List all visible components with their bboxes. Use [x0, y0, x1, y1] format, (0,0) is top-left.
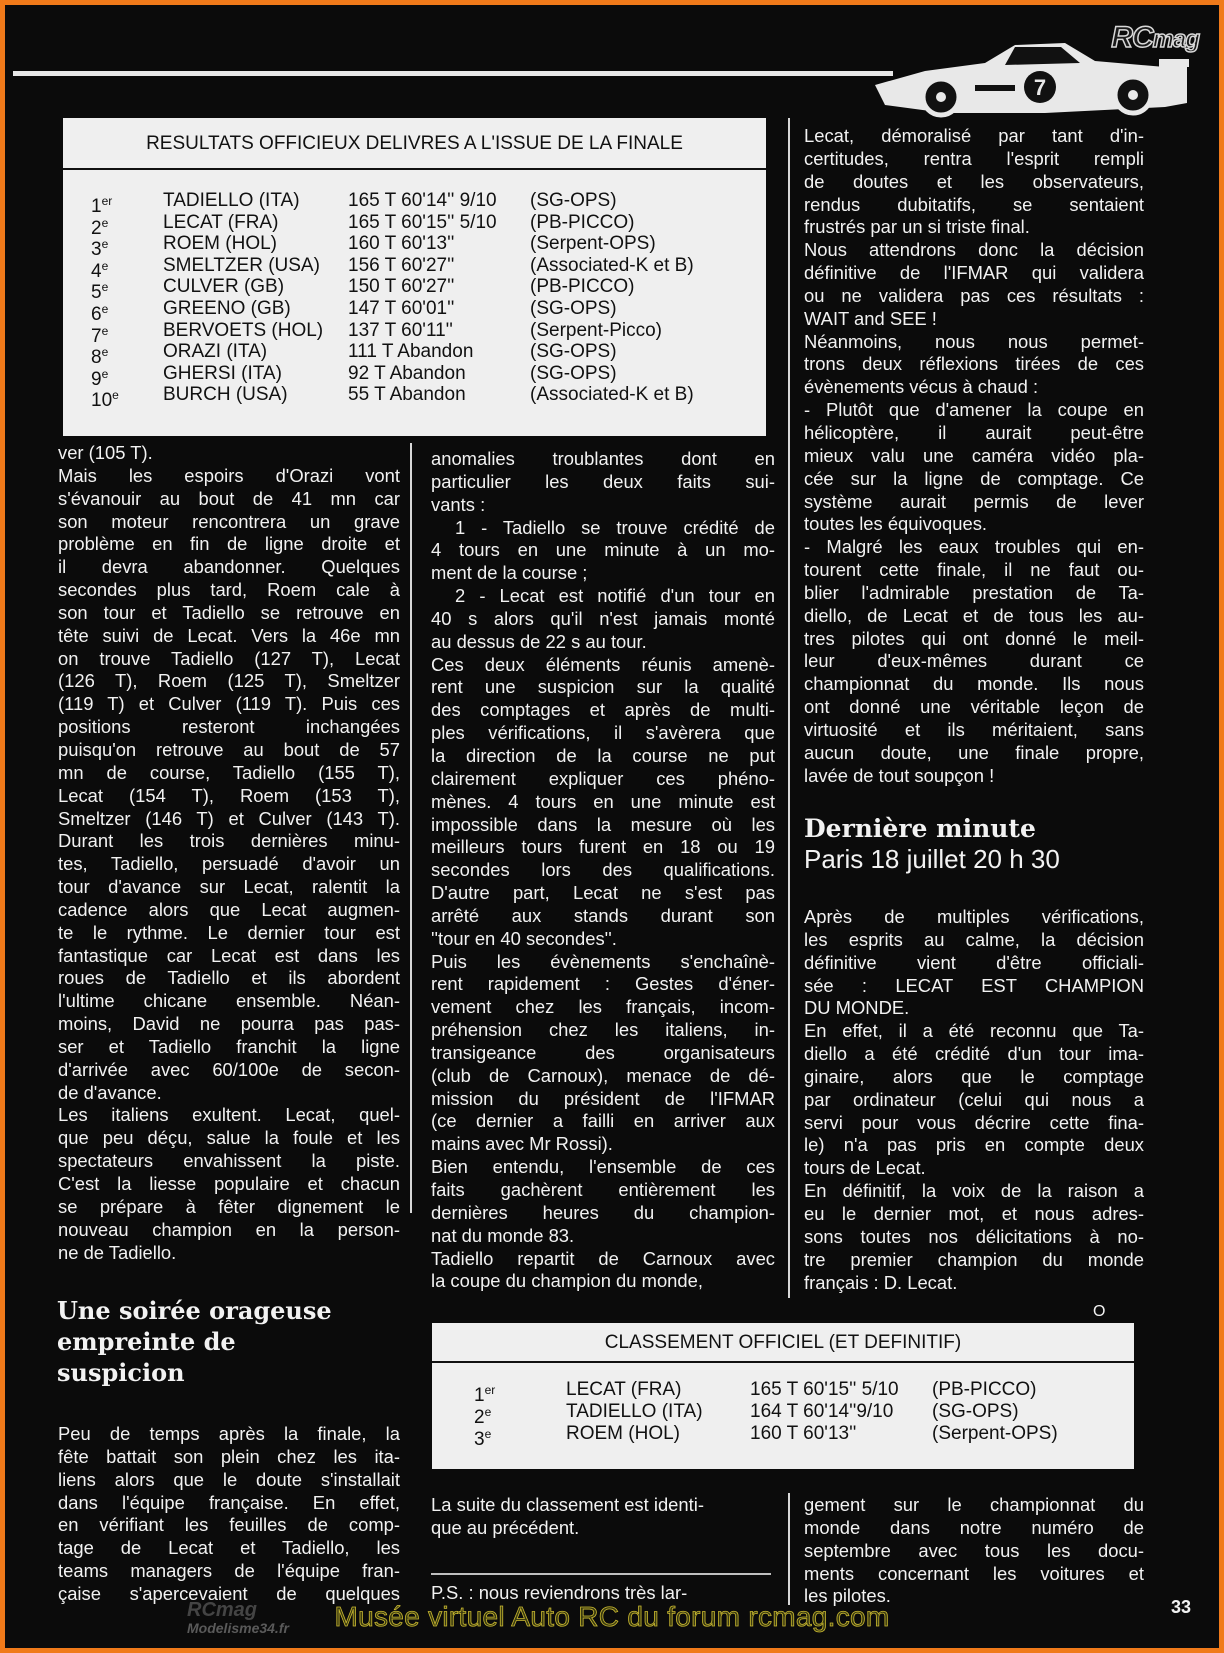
text-line: définitive vient d'être officiali- — [804, 951, 1144, 973]
text-line: des comptages et après de multi- — [431, 699, 775, 721]
header-rule — [13, 71, 893, 76]
text-line: leur d'eux-mêmes durant ce — [804, 650, 1144, 672]
text-line: gement sur le championnat du — [804, 1494, 1144, 1515]
text-line: secondes plus tard, Roem cale à — [58, 579, 400, 601]
name-cell: BURCH (USA) — [163, 384, 288, 406]
result-cell: 165 T 60'15'' 5/10 — [348, 211, 497, 233]
text-line: ment de la course ; — [431, 562, 588, 584]
classement-note: La suite du classement est identi- que au précédent. — [431, 1494, 704, 1538]
text-line: mènes. 4 tours en une minute est — [431, 790, 775, 812]
result-cell: 150 T 60'27'' — [348, 276, 455, 298]
text-line: En définitif, la voix de la raison a — [804, 1180, 1144, 1202]
team-cell: (Associated-K et B) — [530, 254, 694, 276]
text-line: évènements vécus à chaud : — [804, 376, 1039, 398]
text-line: les esprits au calme, la décision — [804, 928, 1144, 950]
text-line: virtuosité et ils méritaient, sans — [804, 718, 1144, 740]
text-line: nat du monde 83. — [431, 1224, 575, 1246]
position-cell: 10e — [91, 388, 119, 412]
text-line: ver (105 T). — [58, 442, 153, 463]
text-line: se prépare à fêter dignement le — [58, 1195, 400, 1217]
team-cell: (Associated-K et B) — [530, 384, 694, 406]
text-line: tage de Lecat et Tadiello, les — [58, 1537, 400, 1559]
text-line: mn de course, Tadiello (155 T), — [58, 761, 400, 783]
text-line: définitive de l'IFMAR qui validera — [804, 262, 1144, 284]
text-line: de doutes et les observateurs, — [804, 170, 1144, 192]
text-line: s'évanouir au bout de 41 mn car — [58, 487, 400, 509]
name-cell: SMELTZER (USA) — [163, 254, 320, 276]
result-cell: 156 T 60'27'' — [348, 254, 455, 276]
text-line: ments concernant les voitures et — [804, 1562, 1144, 1584]
team-cell: (Serpent-Picco) — [530, 319, 662, 341]
text-line: puisqu'on retrouve au bout de 57 — [58, 738, 400, 760]
page-number: 33 — [1170, 1597, 1191, 1617]
text-line: son tour et Tadiello se retrouve en — [58, 601, 400, 623]
text-line: C'est la liesse populaire et chacun — [58, 1173, 400, 1194]
result-cell: 160 T 60'13'' — [750, 1423, 857, 1444]
position-cell: 2e — [91, 215, 109, 239]
text-line: 4 tours en une minute à un mo- — [431, 539, 775, 561]
text-line: fantastique car Lecat est dans les — [58, 944, 400, 966]
column-1 — [58, 442, 400, 1264]
result-cell: 92 T Abandon — [348, 362, 466, 384]
name-cell: CULVER (GB) — [163, 276, 285, 298]
text-line: tre premier champion du monde — [804, 1248, 1144, 1270]
text-line: on trouve Tadiello (127 T), Lecat — [58, 647, 400, 669]
table-title: CLASSEMENT OFFICIEL (ET DEFINITIF) — [432, 1323, 1134, 1363]
text-line: tours de Lecat. — [804, 1157, 926, 1179]
section-heading: Une soirée orageuse empreinte de suspicion — [57, 1296, 332, 1387]
text-line: hélicoptère, il aurait peut-être — [804, 421, 1144, 443]
text-line: ser et Tadiello franchit la ligne — [58, 1035, 400, 1057]
result-cell: 55 T Abandon — [348, 384, 466, 406]
text-line: 40 s alors qu'il n'est jamais monté — [431, 607, 775, 629]
text-line: système aurait permis de lever — [804, 490, 1144, 512]
text-line: Puis les évènements s'enchaînè- — [431, 950, 775, 972]
text-line: anomalies troublantes dont en — [431, 448, 775, 469]
text-line: Lecat (154 T), Roem (153 T), — [58, 784, 400, 806]
text-line: mieux valu une caméra vidéo pla- — [804, 444, 1144, 466]
text-line: cée sur la ligne de comptage. Ce — [804, 467, 1144, 489]
text-line: la coupe du champion du monde, — [431, 1270, 703, 1292]
team-cell: (PB-PICCO) — [932, 1379, 1037, 1400]
column-2 — [431, 448, 775, 1293]
text-line: rendus dubitatifs, se sentaient — [804, 193, 1144, 215]
text-line: teams managers de l'équipe fran- — [58, 1560, 400, 1582]
text-line: te le rythme. Le dernier tour est — [58, 921, 400, 943]
name-cell: ROEM (HOL) — [566, 1423, 680, 1444]
text-line: sée : LECAT EST CHAMPION — [804, 974, 1144, 996]
text-line: l'ultime chicane ensemble. Néan- — [58, 990, 400, 1012]
text-line: D'autre part, Lecat ne s'est pas — [431, 882, 775, 904]
text-line: toutes les équivoques. — [804, 513, 988, 535]
end-mark: O — [1093, 1303, 1106, 1320]
position-cell: 4e — [91, 258, 109, 282]
text-line: septembre avec tous les docu- — [804, 1539, 1144, 1561]
text-line: Peu de temps après la finale, la — [58, 1423, 400, 1444]
text-line: roues de Tadiello et ils abordent — [58, 967, 400, 989]
position-cell: 8e — [91, 345, 109, 369]
position-cell: 7e — [91, 323, 109, 347]
text-line: mission du président de l'IFMAR — [431, 1087, 775, 1109]
text-line: mains avec Mr Rossi). — [431, 1133, 613, 1155]
text-line: français : D. Lecat. — [804, 1271, 958, 1293]
ps-continued — [804, 1494, 1144, 1608]
column-3-bottom — [804, 906, 1144, 1294]
text-line: rent rapidement : Gestes d'éner- — [431, 973, 775, 995]
text-line: vement chez les français, incom- — [431, 996, 775, 1018]
text-line: Après de multiples vérifications, — [804, 906, 1144, 927]
text-line: (ce dernier a failli en arriver aux — [431, 1110, 775, 1132]
name-cell: ORAZI (ITA) — [163, 341, 268, 363]
text-line: blier l'admirable prestation de Ta- — [804, 581, 1144, 603]
team-cell: (SG-OPS) — [530, 341, 617, 363]
text-line: la direction de la course ne put — [431, 744, 775, 766]
race-car-icon — [865, 23, 1195, 123]
derniere-minute-heading: Dernière minute — [804, 814, 1036, 843]
text-line: certitudes, rentra l'esprit rempli — [804, 147, 1144, 169]
text-line: le) n'a pas pris en compte deux — [804, 1134, 1144, 1156]
note-divider — [431, 1573, 771, 1575]
text-line: Les italiens exultent. Lecat, quel- — [58, 1104, 400, 1126]
result-cell: 165 T 60'15'' 5/10 — [750, 1379, 899, 1400]
svg-text:7: 7 — [1033, 75, 1047, 100]
position-cell: 9e — [91, 366, 109, 390]
rcmag-logo: RCmag — [1111, 21, 1199, 54]
text-line: çaise s'apercevaient de quelques — [58, 1582, 400, 1604]
magazine-page — [5, 5, 1219, 1648]
result-cell: 160 T 60'13'' — [348, 233, 455, 255]
team-cell: (Serpent-OPS) — [530, 233, 656, 255]
text-line: Lecat, démoralisé par tant d'in- — [804, 125, 1144, 146]
table-resultats-officieux — [63, 118, 766, 436]
column-divider — [788, 1493, 790, 1605]
text-line: 2 - Lecat est notifié d'un tour en — [455, 585, 775, 607]
watermark-credit: RCmag Modelisme34.fr — [187, 1599, 289, 1636]
text-line: au dessus de 22 s au tour. — [431, 630, 647, 652]
text-line: - Malgré les eaux troubles qui en- — [804, 536, 1144, 558]
name-cell: GHERSI (ITA) — [163, 362, 282, 384]
name-cell: TADIELLO (ITA) — [566, 1401, 703, 1422]
text-line: sons toutes nos délicitations à no- — [804, 1225, 1144, 1247]
text-line: vants : — [431, 493, 486, 515]
text-line: tes, Tadiello, persuadé d'avoir un — [58, 853, 400, 875]
text-line: trons deux réflexions tirées de ces — [804, 353, 1144, 375]
position-cell: 3e — [474, 1427, 492, 1450]
text-line: Mais les espoirs d'Orazi vont — [58, 464, 400, 486]
text-line: clairement expliquer ces phéno- — [431, 767, 775, 789]
text-line: Ces deux éléments réunis amenè- — [431, 653, 775, 675]
text-line: ne de Tadiello. — [58, 1241, 177, 1263]
text-line: Tadiello repartit de Carnoux avec — [431, 1247, 775, 1269]
text-line: les pilotes. — [804, 1585, 891, 1607]
text-line: - Plutôt que d'amener la coupe en — [804, 399, 1144, 421]
team-cell: (SG-OPS) — [530, 298, 617, 319]
text-line: diello, de Lecat et de tous les au- — [804, 604, 1144, 626]
name-cell: TADIELLO (ITA) — [163, 190, 300, 211]
text-line: servi pour vous décrire cette fina- — [804, 1111, 1144, 1133]
text-line: que peu déçu, salue la foule et les — [58, 1127, 400, 1149]
table-classement-officiel — [432, 1323, 1134, 1469]
text-line: par ordinateur (celui qui nous a — [804, 1088, 1144, 1110]
name-cell: LECAT (FRA) — [163, 211, 279, 233]
text-line: fête battait son plein chez les ita- — [58, 1445, 400, 1467]
text-line: Bien entendu, l'ensemble de ces — [431, 1156, 775, 1178]
position-cell: 1er — [474, 1383, 496, 1406]
text-line: rent une suspicion sur la qualité — [431, 676, 775, 698]
text-line: d'arrivée avec 60/100e de secon- — [58, 1058, 400, 1080]
text-line: (119 T) et Culver (119 T). Puis ces — [58, 693, 400, 715]
name-cell: ROEM (HOL) — [163, 233, 277, 255]
text-line: En effet, il a été reconnu que Ta- — [804, 1020, 1144, 1042]
text-line: spectateurs envahissent la piste. — [58, 1150, 400, 1172]
position-cell: 1er — [91, 194, 113, 217]
text-line: préhension chez les italiens, in- — [431, 1019, 775, 1041]
text-line: positions resteront inchangées — [58, 716, 400, 738]
team-cell: (SG-OPS) — [530, 190, 617, 211]
column-3 — [804, 125, 1144, 787]
team-cell: (PB-PICCO) — [530, 211, 635, 233]
text-line: dernières heures du champion- — [431, 1201, 775, 1223]
text-line: DU MONDE. — [804, 997, 910, 1019]
text-line: (126 T), Roem (125 T), Smeltzer — [58, 670, 400, 692]
ps-note: P.S. : nous reviendrons très lar- — [431, 1582, 688, 1603]
column-1-bottom — [58, 1423, 400, 1606]
text-line: aucun doute, une finale propre, — [804, 741, 1144, 763]
team-cell: (Serpent-OPS) — [932, 1423, 1058, 1444]
text-line: monde dans notre numéro de — [804, 1516, 1144, 1538]
team-cell: (SG-OPS) — [932, 1401, 1019, 1422]
text-line: particulier les deux faits sui- — [431, 470, 775, 492]
text-line: diello a été crédité d'un tour ima- — [804, 1043, 1144, 1065]
text-line: Durant les trois dernières minu- — [58, 830, 400, 852]
text-line: transigeance des organisateurs — [431, 1041, 775, 1063]
text-line: ginaire, alors que le comptage — [804, 1065, 1144, 1087]
text-line: tour d'avance sur Lecat, ralentit la — [58, 876, 400, 898]
name-cell: GREENO (GB) — [163, 298, 291, 319]
text-line: meilleurs tours furent en 18 ou 19 — [431, 836, 775, 858]
text-line: Smeltzer (146 T) et Culver (143 T). — [58, 807, 400, 829]
text-line: ou ne validera pas ces résultats : — [804, 284, 1144, 306]
column-divider — [788, 118, 790, 1298]
text-line: problème en fin de ligne droite et — [58, 533, 400, 555]
text-line: ont donné une véritable leçon de — [804, 696, 1144, 718]
text-line: de d'avance. — [58, 1081, 162, 1103]
text-line: ples vérifications, il s'avèrera que — [431, 722, 775, 744]
result-cell: 147 T 60'01'' — [348, 298, 455, 319]
result-cell: 137 T 60'11'' — [348, 319, 453, 341]
text-line: tourent cette finale, il ne faut ou- — [804, 559, 1144, 581]
text-line: Néanmoins, nous nous permet- — [804, 330, 1144, 352]
derniere-minute-subheading: Paris 18 juillet 20 h 30 — [804, 844, 1060, 874]
position-cell: 5e — [91, 280, 109, 304]
text-line: faits gachèrent entièrement les — [431, 1179, 775, 1200]
text-line: cadence alors que Lecat augmen- — [58, 898, 400, 920]
text-line: tête suivi de Lecat. Vers la 46e mn — [58, 624, 400, 646]
text-line: il devra abandonner. Quelques — [58, 556, 400, 578]
text-line: nouveau champion en la person- — [58, 1218, 400, 1240]
result-cell: 111 T Abandon — [348, 341, 474, 363]
position-cell: 2e — [474, 1405, 492, 1428]
text-line: liens alors que le doute s'installait — [58, 1468, 400, 1490]
text-line: secondes lors des qualifications. — [431, 859, 775, 881]
text-line: lavée de tout soupçon ! — [804, 764, 995, 786]
result-cell: 164 T 60'14''9/10 — [750, 1401, 894, 1422]
name-cell: LECAT (FRA) — [566, 1379, 682, 1400]
text-line: eu le dernier mot, et nous adres- — [804, 1202, 1144, 1224]
position-cell: 3e — [91, 237, 109, 261]
text-line: arrêté aux stands durant son — [431, 904, 775, 926]
text-line: (club de Carnoux), menace de dé- — [431, 1064, 775, 1086]
column-divider — [410, 443, 412, 1213]
position-cell: 6e — [91, 302, 109, 325]
table-title: RESULTATS OFFICIEUX DELIVRES A L'ISSUE DE LA FINALE — [63, 118, 766, 170]
result-cell: 165 T 60'14'' 9/10 — [348, 190, 497, 211]
name-cell: BERVOETS (HOL) — [163, 319, 324, 341]
text-line: WAIT and SEE ! — [804, 307, 937, 329]
text-line: tres pilotes qui ont donné le meil- — [804, 627, 1144, 649]
text-line: moins, David ne pourra pas pas- — [58, 1013, 400, 1035]
team-cell: (SG-OPS) — [530, 362, 617, 384]
text-line: Nous attendrons donc la décision — [804, 239, 1144, 261]
text-line: ''tour en 40 secondes''. — [431, 927, 617, 949]
text-line: dans l'équipe française. En effet, — [58, 1491, 400, 1513]
text-line: son moteur rencontrera un grave — [58, 510, 400, 532]
text-line: championnat du monde. Ils nous — [804, 673, 1144, 695]
text-line: frustrés par un si triste final. — [804, 216, 1030, 238]
text-line: en vérifiant les feuilles de comp- — [58, 1514, 400, 1536]
team-cell: (PB-PICCO) — [530, 276, 635, 298]
text-line: 1 - Tadiello se trouve crédité de — [455, 516, 775, 538]
text-line: impossible dans la mesure où les — [431, 813, 775, 835]
museum-watermark: Musée virtuel Auto RC du forum rcmag.com — [334, 1601, 890, 1632]
